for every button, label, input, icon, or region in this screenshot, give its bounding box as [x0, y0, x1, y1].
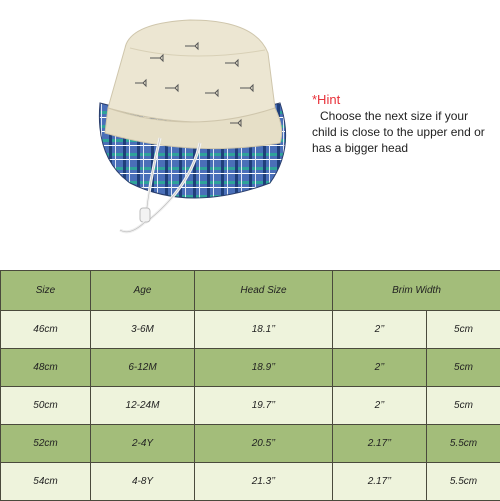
- cell-brim-cm: 5.5cm: [427, 425, 500, 463]
- cell-head-size: 19.7’’: [195, 387, 333, 425]
- cell-age: 4-8Y: [91, 463, 195, 501]
- cell-brim-inch: 2’’: [333, 387, 427, 425]
- cell-brim-cm: 5cm: [427, 311, 500, 349]
- cell-head-size: 21.3’’: [195, 463, 333, 501]
- table-row: [1, 349, 500, 387]
- cell-age: 2-4Y: [91, 425, 195, 463]
- cell-brim-inch: 2’’: [333, 349, 427, 387]
- bucket-hat-illustration: [90, 8, 290, 248]
- cell-brim-cm: 5cm: [427, 349, 500, 387]
- cell-brim-inch: 2.17’’: [333, 463, 427, 501]
- cell-brim-cm: 5.5cm: [427, 463, 500, 501]
- cell-size: 52cm: [1, 425, 91, 463]
- cell-brim-inch: 2’’: [333, 311, 427, 349]
- cell-head-size: 20.5’’: [195, 425, 333, 463]
- cell-head-size: 18.1’’: [195, 311, 333, 349]
- table-row: [1, 463, 500, 501]
- cell-size: 50cm: [1, 387, 91, 425]
- header-head-size: Head Size: [195, 271, 333, 311]
- table-header-row: [1, 271, 500, 311]
- cell-age: 6-12M: [91, 349, 195, 387]
- cell-age: 3-6M: [91, 311, 195, 349]
- cell-size: 48cm: [1, 349, 91, 387]
- table-row: [1, 311, 500, 349]
- cell-brim-cm: 5cm: [427, 387, 500, 425]
- cell-head-size: 18.9’’: [195, 349, 333, 387]
- cell-age: 12-24M: [91, 387, 195, 425]
- hint-body: Choose the next size if your child is close to the upper end or has a bigger head: [312, 108, 494, 156]
- hint-box: [312, 92, 494, 156]
- hint-title: *Hint: [312, 92, 494, 108]
- table-row: [1, 387, 500, 425]
- table-row: [1, 425, 500, 463]
- header-brim-width: Brim Width: [333, 271, 500, 311]
- cell-size: 54cm: [1, 463, 91, 501]
- header-size: Size: [1, 271, 91, 311]
- cell-brim-inch: 2.17’’: [333, 425, 427, 463]
- size-chart-table: [0, 270, 500, 501]
- header-age: Age: [91, 271, 195, 311]
- cell-size: 46cm: [1, 311, 91, 349]
- hat-image: [90, 8, 290, 248]
